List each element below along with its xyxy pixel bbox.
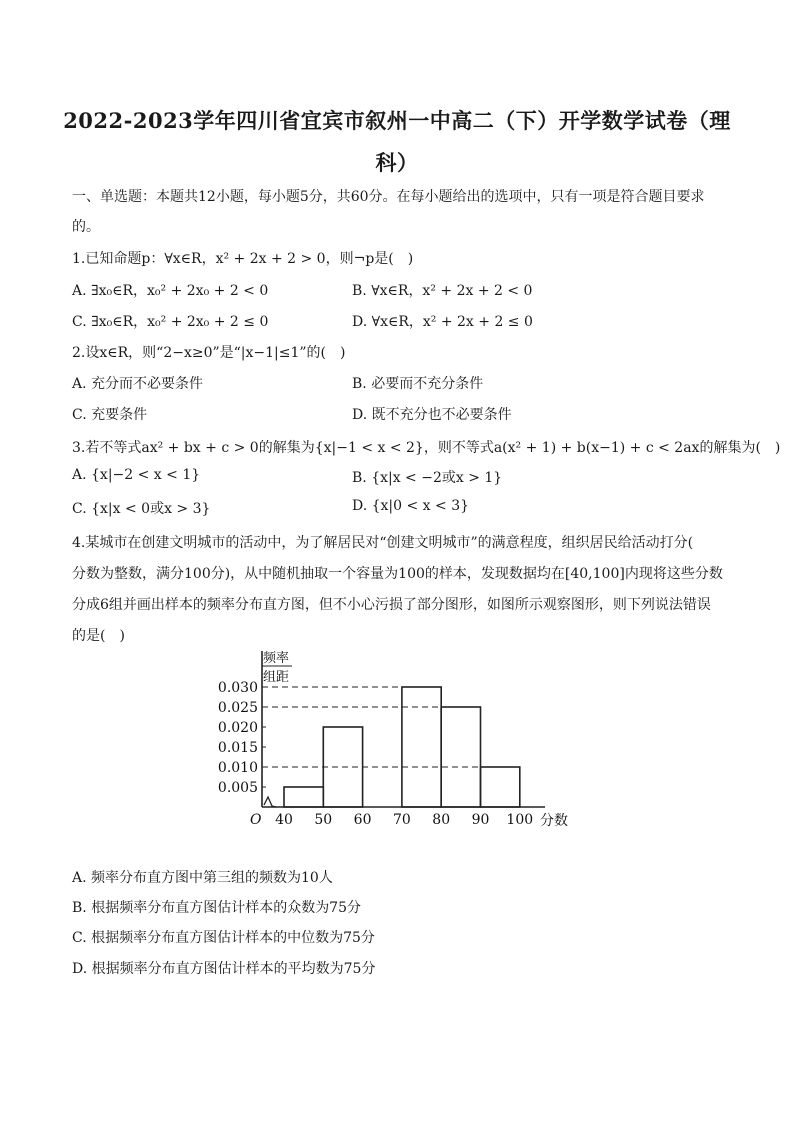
- question-3-option-a: A. {x|−2 < x < 1}: [72, 467, 201, 483]
- x-tick-label: 40: [275, 812, 293, 828]
- question-1-option-c: C. ∃x₀∈R，x₀² + 2x₀ + 2 ≤ 0: [72, 314, 269, 330]
- question-2-option-c: C. 充要条件: [72, 407, 148, 423]
- y-tick-label: 0.010: [217, 760, 258, 776]
- x-axis-label: 分数: [540, 813, 568, 829]
- x-tick-label: 90: [471, 812, 490, 828]
- question-1-stem: 1.已知命题p：∀x∈R，x² + 2x + 2 > 0，则¬p是( ): [72, 251, 414, 267]
- x-tick-label: 80: [432, 812, 451, 828]
- x-tick-label: 70: [392, 812, 411, 828]
- y-tick-label: 0.030: [217, 680, 258, 696]
- question-4-option-b: B. 根据频率分布直方图估计样本的众数为75分: [72, 900, 362, 916]
- frequency-histogram: [200, 645, 600, 840]
- histogram-bar: [402, 687, 441, 807]
- question-1-option-d: D. ∀x∈R，x² + 2x + 2 ≤ 0: [352, 314, 533, 330]
- histogram-bar: [441, 707, 480, 807]
- exam-title-line1: 2022-2023学年四川省宜宾市叙州一中高二（下）开学数学试卷（理: [63, 108, 731, 133]
- question-3-stem: 3.若不等式ax² + bx + c > 0的解集为{x|−1 < x < 2}，则不等式a(x² + 1) + b(x−1) + c < 2ax的解集为( ): [72, 440, 781, 456]
- question-4-stem-line2: 分数为整数，满分100分)，从中随机抽取一个容量为100的样本，发现数据均在[40,100]内现将这些分数: [72, 566, 723, 582]
- axis-break-mark: [264, 797, 276, 807]
- y-tick-label: 0.020: [217, 720, 258, 736]
- question-2-option-b: B. 必要而不充分条件: [352, 376, 484, 392]
- question-2-option-d: D. 既不充分也不必要条件: [352, 407, 512, 423]
- question-3-option-c: C. {x|x < 0或x > 3}: [72, 501, 211, 517]
- y-axis-label-bottom: 组距: [262, 670, 290, 685]
- histogram-bar: [284, 787, 323, 807]
- y-tick-label: 0.005: [217, 780, 258, 796]
- x-tick-label: 100: [506, 812, 534, 828]
- section-instructions-line2: 的。: [72, 219, 100, 235]
- origin-label: O: [250, 812, 262, 828]
- question-1-option-b: B. ∀x∈R，x² + 2x + 2 < 0: [352, 283, 533, 299]
- question-3-option-b: B. {x|x < −2或x > 1}: [352, 470, 503, 486]
- x-tick-label: 60: [353, 812, 372, 828]
- question-4-option-d: D. 根据频率分布直方图估计样本的平均数为75分: [72, 961, 376, 977]
- question-1-option-a: A. ∃x₀∈R，x₀² + 2x₀ + 2 < 0: [72, 283, 269, 299]
- exam-title-line2: 科）: [375, 150, 419, 175]
- question-2-option-a: A. 充分而不必要条件: [72, 376, 204, 392]
- question-3-option-d: D. {x|0 < x < 3}: [352, 498, 470, 514]
- y-axis-label-top: 频率: [262, 651, 290, 666]
- question-4-stem-line3: 分成6组并画出样本的频率分布直方图，但不小心污损了部分图形，如图所示观察图形，则下列说法错误: [72, 597, 711, 613]
- y-tick-label: 0.015: [217, 740, 258, 756]
- question-4-stem-line4: 的是( ): [72, 628, 125, 644]
- question-4-option-a: A. 频率分布直方图中第三组的频数为10人: [72, 870, 333, 886]
- question-4-stem-line1: 4.某城市在创建文明城市的活动中，为了解居民对“创建文明城市”的满意程度，组织居民给活动打分(: [72, 535, 694, 551]
- section-instructions-line1: 一、单选题：本题共12小题，每小题5分，共60分。在每小题给出的选项中，只有一项是符合题目要求: [72, 189, 705, 205]
- x-tick-label: 50: [314, 812, 333, 828]
- question-2-stem: 2.设x∈R，则“2−x≥0”是“|x−1|≤1”的( ): [72, 345, 346, 361]
- y-tick-label: 0.025: [217, 700, 258, 716]
- question-4-option-c: C. 根据频率分布直方图估计样本的中位数为75分: [72, 930, 375, 946]
- histogram-bar: [481, 767, 520, 807]
